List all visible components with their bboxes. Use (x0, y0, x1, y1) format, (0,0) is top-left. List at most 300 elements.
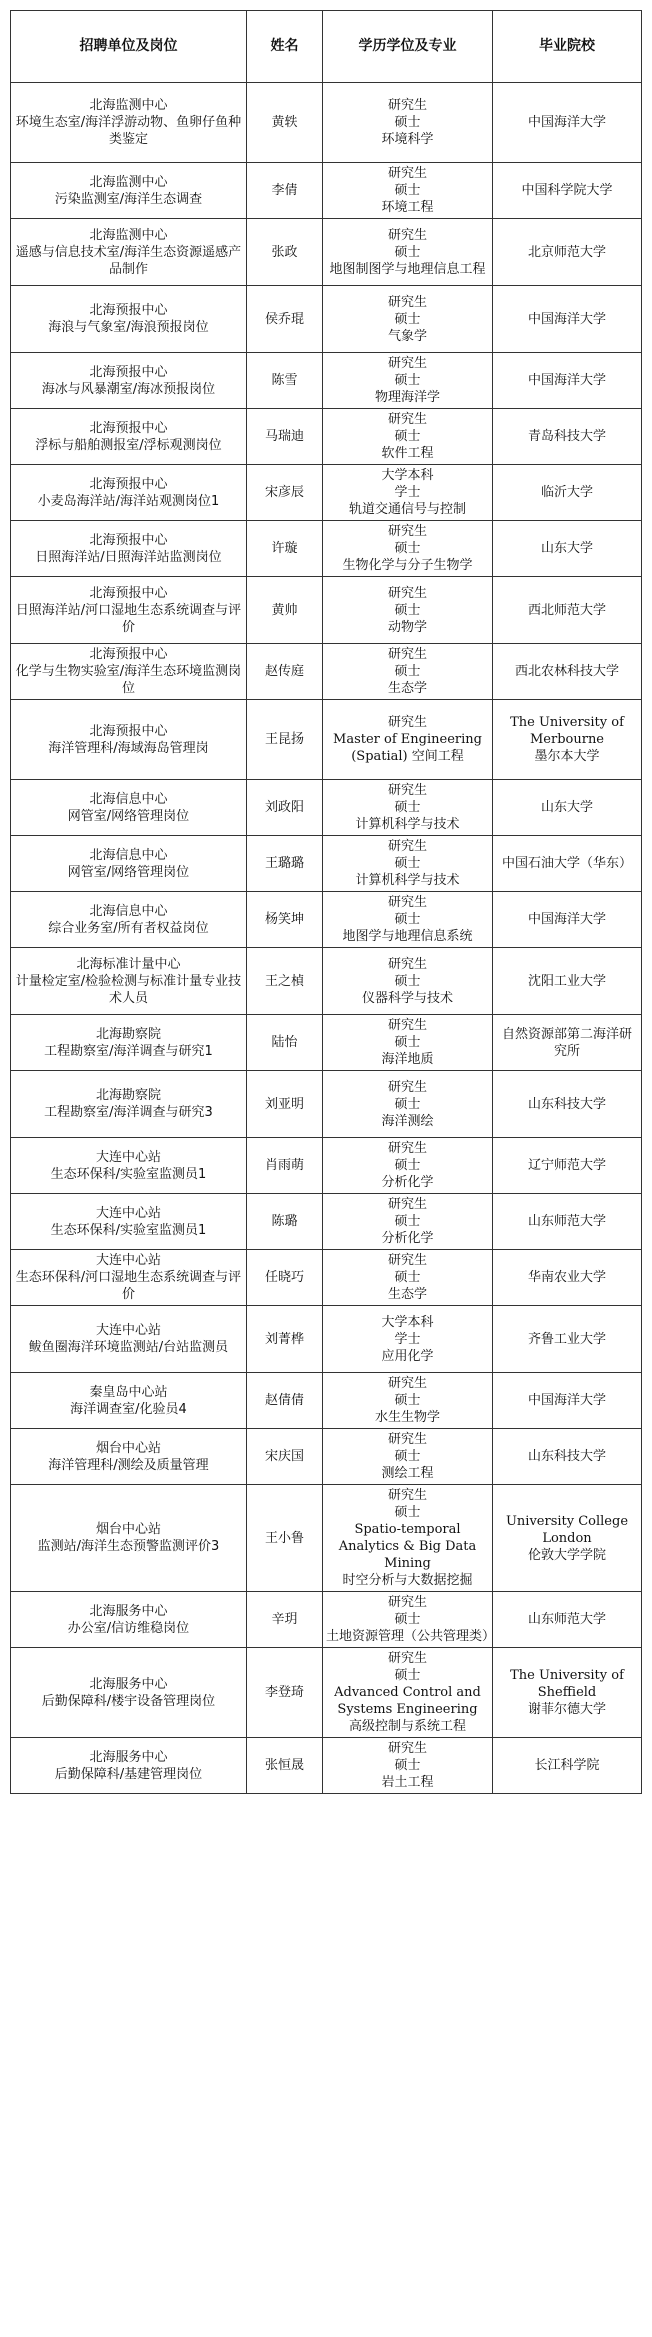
cell-unit (11, 892, 247, 948)
cell-school (493, 521, 642, 577)
table-row (11, 1015, 642, 1071)
cell-education-line: 硕士 (394, 1449, 421, 1464)
table-row (11, 521, 642, 577)
cell-school (493, 1485, 642, 1592)
cell-education-line: 测绘工程 (381, 1466, 434, 1481)
cell-education-line: Spatio-temporal Analytics & Big Data Mining (338, 1522, 477, 1571)
cell-unit-line: 烟台中心站 (95, 1440, 161, 1456)
cell-education-line: 软件工程 (381, 446, 434, 461)
table-row (11, 1250, 642, 1306)
cell-unit-line: 北海预报中心 (89, 585, 168, 601)
cell-name-line: 肖雨萌 (264, 1158, 304, 1173)
cell-school-line: 中国海洋大学 (527, 373, 606, 388)
cell-unit-line: 后勤保障科/楼宇设备管理岗位 (41, 1693, 216, 1709)
cell-education-line: 高级控制与系统工程 (348, 1719, 466, 1734)
cell-education (323, 836, 493, 892)
cell-name (247, 577, 323, 644)
cell-unit-line: 海冰与风暴潮室/海冰预报岗位 (41, 381, 216, 397)
cell-name (247, 465, 323, 521)
table-row (11, 1485, 642, 1592)
cell-name (247, 700, 323, 780)
cell-education-line: 研究生 (387, 1141, 427, 1156)
cell-education (323, 1250, 493, 1306)
cell-unit-line: 生态环保科/实验室监测员1 (50, 1222, 207, 1238)
cell-education (323, 892, 493, 948)
table-row (11, 1194, 642, 1250)
cell-unit-line: 北海信息中心 (89, 791, 168, 807)
cell-unit-line: 北海服务中心 (89, 1603, 168, 1619)
cell-unit (11, 948, 247, 1015)
cell-name (247, 1071, 323, 1138)
cell-unit-line: 浮标与船舶测报室/浮标观测岗位 (35, 437, 222, 453)
cell-education-line: 计算机科学与技术 (355, 873, 460, 888)
cell-school (493, 836, 642, 892)
cell-name-line: 刘菁桦 (264, 1331, 304, 1347)
cell-education-line: 硕士 (394, 1505, 421, 1520)
cell-name-line: 宋彦辰 (264, 485, 304, 500)
cell-name-line: 侯乔琨 (264, 311, 304, 327)
table-row (11, 1429, 642, 1485)
cell-school-line: University College London (505, 1513, 629, 1546)
cell-education-line: 应用化学 (381, 1348, 434, 1364)
cell-name-line: 张政 (271, 244, 298, 260)
cell-education-line: 地图制图学与地理信息工程 (329, 261, 486, 277)
cell-unit-line: 海浪与气象室/海浪预报岗位 (48, 320, 209, 335)
cell-school-line: 山东科技大学 (527, 1096, 606, 1112)
cell-name-line: 刘政阳 (264, 800, 304, 815)
cell-school-line: 墨尔本大学 (534, 749, 600, 764)
cell-education (323, 219, 493, 286)
table-row (11, 286, 642, 353)
cell-education-line: 大学本科 (381, 468, 434, 483)
cell-unit-line: 北海预报中心 (89, 476, 168, 492)
cell-education-line: 气象学 (387, 328, 427, 344)
cell-name-line: 陈璐 (271, 1214, 298, 1229)
cell-unit-line: 北海预报中心 (89, 532, 168, 548)
table-row (11, 948, 642, 1015)
cell-unit (11, 1592, 247, 1648)
cell-education (323, 1429, 493, 1485)
cell-name-line: 赵传庭 (264, 664, 304, 679)
cell-school (493, 1592, 642, 1648)
cell-school (493, 644, 642, 700)
cell-unit (11, 83, 247, 163)
table-row (11, 1648, 642, 1738)
cell-unit-line: 秦皇岛中心站 (89, 1384, 168, 1400)
cell-school-line: 临沂大学 (540, 485, 593, 500)
cell-education-line: 研究生 (387, 1432, 427, 1447)
cell-education-line: 硕士 (394, 1270, 421, 1285)
cell-unit (11, 353, 247, 409)
cell-unit-line: 北海勘察院 (95, 1026, 161, 1042)
cell-unit (11, 409, 247, 465)
cell-school-line: 西北农林科技大学 (514, 664, 619, 679)
table-row (11, 465, 642, 521)
cell-unit-line: 北海服务中心 (89, 1749, 168, 1765)
cell-education (323, 83, 493, 163)
cell-unit-line: 环境生态室/海洋浮游动物、鱼卵仔鱼种类鉴定 (15, 115, 242, 147)
cell-unit-line: 海洋管理科/海域海岛管理岗 (48, 740, 209, 756)
cell-name-line: 王璐璐 (264, 856, 304, 871)
cell-name (247, 353, 323, 409)
cell-school (493, 409, 642, 465)
cell-education (323, 286, 493, 353)
cell-school-line: 中国石油大学（华东） (501, 856, 632, 871)
cell-name-line: 宋庆国 (264, 1449, 304, 1464)
cell-name-line: 王昆扬 (264, 732, 304, 747)
cell-name (247, 892, 323, 948)
cell-education (323, 1194, 493, 1250)
cell-education-line: 研究生 (387, 895, 427, 910)
cell-unit-line: 工程勘察室/海洋调查与研究3 (44, 1105, 213, 1120)
table-row (11, 1138, 642, 1194)
cell-education-line: 硕士 (394, 244, 421, 260)
cell-education-line: 硕士 (394, 800, 421, 815)
cell-name (247, 1429, 323, 1485)
cell-education-line: 环境科学 (381, 132, 434, 147)
cell-education (323, 1485, 493, 1592)
cell-education-line: 研究生 (387, 524, 427, 539)
cell-education-line: 研究生 (387, 839, 427, 854)
cell-education-line: 生态学 (387, 681, 427, 696)
cell-name-line: 任晓巧 (264, 1270, 304, 1285)
header-school: 毕业院校 (493, 11, 642, 83)
cell-education-line: 时空分析与大数据挖掘 (342, 1573, 473, 1588)
table-row (11, 644, 642, 700)
cell-school-line: 长江科学院 (534, 1758, 600, 1773)
cell-name-line: 许璇 (271, 541, 298, 556)
cell-unit (11, 1250, 247, 1306)
cell-education-line: 分析化学 (381, 1231, 434, 1246)
table-row (11, 1071, 642, 1138)
cell-school (493, 1648, 642, 1738)
cell-name-line: 陆怡 (271, 1035, 298, 1050)
cell-education-line: 生态学 (387, 1287, 427, 1302)
cell-school-line: 中国海洋大学 (527, 311, 606, 327)
cell-education-line: 研究生 (387, 1253, 427, 1268)
cell-education-line: 研究生 (387, 294, 427, 310)
cell-school-line: 自然资源部第二海洋研究所 (501, 1026, 632, 1059)
cell-school-line: 齐鲁工业大学 (527, 1331, 606, 1347)
cell-education-line: 硕士 (394, 1214, 421, 1229)
cell-education-line: 硕士 (394, 1158, 421, 1173)
cell-unit (11, 1648, 247, 1738)
cell-name-line: 黄帅 (271, 602, 298, 618)
cell-education-line: 学士 (394, 485, 421, 500)
cell-education-line: 研究生 (387, 647, 427, 662)
cell-unit (11, 836, 247, 892)
cell-education-line: 水生生物学 (374, 1410, 440, 1425)
cell-education-line: 硕士 (394, 1668, 421, 1683)
cell-name (247, 83, 323, 163)
cell-education (323, 465, 493, 521)
cell-education-line: 研究生 (387, 1741, 427, 1756)
cell-education-line: 动物学 (387, 619, 427, 635)
cell-school-line: 山东师范大学 (527, 1214, 606, 1229)
cell-unit-line: 工程勘察室/海洋调查与研究1 (44, 1043, 213, 1059)
header-row (11, 11, 642, 83)
cell-unit-line: 遥感与信息技术室/海洋生态资源遥感产品制作 (15, 244, 242, 277)
cell-education (323, 1306, 493, 1373)
cell-school (493, 353, 642, 409)
cell-education-line: 硕士 (394, 1758, 421, 1773)
cell-education-line: 研究生 (387, 356, 427, 371)
cell-education-line: 硕士 (394, 373, 421, 388)
cell-school-line: 中国海洋大学 (527, 115, 606, 130)
cell-unit (11, 465, 247, 521)
cell-school (493, 219, 642, 286)
cell-unit-line: 北海信息中心 (89, 903, 168, 919)
cell-unit-line: 办公室/信访维稳岗位 (67, 1620, 190, 1636)
cell-unit-line: 鲅鱼圈海洋环境监测站/台站监测员 (28, 1340, 229, 1355)
cell-unit-line: 生态环保科/实验室监测员1 (50, 1166, 207, 1182)
cell-education-line: Master of Engineering (Spatial) 空间工程 (333, 732, 482, 764)
cell-education-line: 研究生 (387, 585, 427, 601)
cell-education-line: 硕士 (394, 429, 421, 444)
table-row (11, 577, 642, 644)
cell-school (493, 1429, 642, 1485)
cell-education-line: 硕士 (394, 115, 421, 130)
cell-name-line: 刘亚明 (264, 1096, 304, 1112)
cell-unit-line: 网管室/网络管理岗位 (67, 808, 190, 824)
cell-education-line: 研究生 (387, 956, 427, 972)
cell-education-line: 研究生 (387, 1376, 427, 1391)
cell-school (493, 1306, 642, 1373)
cell-name (247, 948, 323, 1015)
cell-unit (11, 1373, 247, 1429)
cell-school-line: 中国海洋大学 (527, 912, 606, 927)
cell-name-line: 赵倩倩 (264, 1393, 304, 1408)
table-row (11, 1373, 642, 1429)
cell-school-line: 中国科学院大学 (521, 183, 613, 198)
cell-name-line: 李登琦 (264, 1685, 304, 1700)
cell-school (493, 892, 642, 948)
cell-school (493, 465, 642, 521)
cell-education-line: 岩土工程 (381, 1775, 434, 1790)
cell-school-line: 沈阳工业大学 (527, 973, 606, 989)
cell-education-line: 研究生 (387, 98, 427, 113)
cell-name (247, 1306, 323, 1373)
cell-education (323, 780, 493, 836)
cell-unit (11, 1071, 247, 1138)
cell-school-line: The University of Sheffield (510, 1668, 624, 1700)
cell-school (493, 577, 642, 644)
cell-education-line: 大学本科 (381, 1314, 434, 1330)
cell-unit-line: 污染监测室/海洋生态调查 (54, 191, 203, 207)
cell-school-line: 山东科技大学 (527, 1449, 606, 1464)
cell-unit-line: 计量检定室/检验检测与标准计量专业技术人员 (15, 973, 242, 1006)
cell-name (247, 1373, 323, 1429)
table-row (11, 836, 642, 892)
header-unit: 招聘单位及岗位 (11, 11, 247, 83)
cell-school-line: 山东大学 (540, 800, 593, 815)
recruitment-table (10, 10, 642, 1794)
cell-unit-line: 北海预报中心 (89, 364, 168, 380)
cell-education-line: 土地资源管理（公共管理类） (326, 1629, 496, 1644)
cell-unit-line: 海洋管理科/测绘及质量管理 (48, 1457, 209, 1473)
cell-unit-line: 北海信息中心 (89, 847, 168, 863)
cell-school-line: 山东师范大学 (527, 1612, 606, 1627)
cell-unit-line: 大连中心站 (95, 1253, 161, 1268)
cell-education (323, 1071, 493, 1138)
cell-school (493, 1138, 642, 1194)
cell-name (247, 644, 323, 700)
cell-name (247, 409, 323, 465)
cell-school (493, 1250, 642, 1306)
cell-education-line: 物理海洋学 (374, 390, 440, 405)
cell-education-line: 海洋地质 (381, 1052, 434, 1067)
cell-name-line: 王之楨 (264, 973, 304, 989)
cell-school-line: 中国海洋大学 (527, 1393, 606, 1408)
table-row (11, 1738, 642, 1794)
cell-education-line: 硕士 (394, 541, 421, 556)
cell-school (493, 1015, 642, 1071)
cell-school-line: 山东大学 (540, 541, 593, 556)
cell-unit-line: 北海预报中心 (89, 647, 168, 662)
cell-unit-line: 生态环保科/河口湿地生态系统调查与评价 (15, 1270, 242, 1302)
cell-unit (11, 780, 247, 836)
table-body (11, 83, 642, 1794)
cell-education-line: 分析化学 (381, 1175, 434, 1190)
cell-unit (11, 644, 247, 700)
cell-education-line: 硕士 (394, 183, 421, 198)
table-row (11, 83, 642, 163)
cell-education (323, 1373, 493, 1429)
cell-education-line: 环境工程 (381, 200, 434, 215)
cell-name (247, 1138, 323, 1194)
cell-education (323, 1015, 493, 1071)
cell-unit (11, 163, 247, 219)
cell-education-line: 硕士 (394, 973, 421, 989)
cell-name (247, 1250, 323, 1306)
cell-unit-line: 北海监测中心 (89, 174, 168, 190)
cell-name-line: 黄轶 (271, 115, 298, 130)
cell-name (247, 163, 323, 219)
cell-school-line: 北京师范大学 (527, 244, 606, 260)
cell-education-line: 研究生 (387, 1488, 427, 1503)
cell-education (323, 644, 493, 700)
cell-unit-line: 北海标准计量中心 (76, 956, 181, 972)
cell-unit-line: 北海监测中心 (89, 98, 168, 113)
cell-education-line: 研究生 (387, 1079, 427, 1095)
cell-unit-line: 监测站/海洋生态预警监测评价3 (37, 1539, 220, 1554)
cell-unit-line: 烟台中心站 (95, 1522, 161, 1537)
cell-unit-line: 网管室/网络管理岗位 (67, 864, 190, 880)
cell-name (247, 780, 323, 836)
cell-school-line: 伦敦大学学院 (527, 1547, 606, 1563)
cell-education (323, 577, 493, 644)
table-row (11, 892, 642, 948)
cell-unit-line: 北海监测中心 (89, 227, 168, 243)
cell-unit (11, 286, 247, 353)
cell-school (493, 1194, 642, 1250)
cell-name (247, 1485, 323, 1592)
cell-unit-line: 化学与生物实验室/海洋生态环境监测岗位 (15, 664, 242, 696)
cell-school (493, 1373, 642, 1429)
cell-unit (11, 1015, 247, 1071)
cell-education (323, 1592, 496, 1648)
cell-education-line: 硕士 (394, 602, 421, 618)
cell-unit-line: 大连中心站 (95, 1205, 161, 1221)
table-row (11, 1306, 642, 1373)
cell-education (323, 353, 493, 409)
cell-unit-line: 综合业务室/所有者权益岗位 (48, 920, 209, 936)
cell-school-line: The University of Merbourne (510, 715, 624, 747)
cell-name-line: 杨笑坤 (264, 912, 304, 927)
cell-name (247, 219, 323, 286)
table-row (11, 700, 642, 780)
cell-name-line: 李倩 (271, 183, 298, 198)
cell-school (493, 286, 642, 353)
cell-unit (11, 1485, 247, 1592)
cell-unit (11, 1194, 247, 1250)
cell-education-line: 硕士 (394, 1096, 421, 1112)
cell-education-line: 研究生 (387, 227, 427, 243)
cell-unit (11, 1138, 247, 1194)
cell-name-line: 辛玥 (271, 1612, 298, 1627)
cell-education-line: 硕士 (394, 1393, 421, 1408)
cell-school-line: 西北师范大学 (527, 602, 606, 618)
cell-education-line: 硕士 (394, 664, 421, 679)
cell-education-line: Advanced Control and Systems Engineering (334, 1685, 481, 1717)
cell-education-line: 计算机科学与技术 (355, 817, 460, 832)
cell-education (323, 163, 493, 219)
cell-name (247, 1194, 323, 1250)
cell-unit (11, 219, 247, 286)
cell-name-line: 王小鲁 (264, 1530, 304, 1546)
cell-education-line: 硕士 (394, 1612, 421, 1627)
header-name: 姓名 (247, 11, 323, 83)
cell-education (323, 521, 493, 577)
cell-unit-line: 日照海洋站/日照海洋站监测岗位 (35, 549, 222, 565)
cell-education-line: 研究生 (387, 1651, 427, 1666)
cell-school-line: 华南农业大学 (527, 1270, 606, 1285)
cell-school-line: 谢菲尔德大学 (527, 1702, 606, 1717)
cell-education (323, 948, 493, 1015)
cell-unit-line: 大连中心站 (95, 1149, 161, 1165)
cell-education-line: 仪器科学与技术 (361, 990, 453, 1006)
header-education: 学历学位及专业 (323, 11, 493, 83)
cell-unit-line: 北海服务中心 (89, 1676, 168, 1692)
cell-unit-line: 小麦岛海洋站/海洋站观测岗位1 (37, 493, 220, 509)
cell-education-line: 硕士 (394, 1035, 421, 1050)
cell-education-line: 研究生 (387, 715, 427, 730)
cell-unit (11, 1306, 247, 1373)
cell-education-line: 研究生 (387, 412, 427, 427)
cell-name (247, 836, 323, 892)
cell-unit-line: 海洋调查室/化验员4 (70, 1401, 187, 1417)
cell-education-line: 轨道交通信号与控制 (348, 502, 466, 517)
cell-unit-line: 北海预报中心 (89, 303, 168, 318)
cell-education-line: 生物化学与分子生物学 (342, 558, 473, 573)
cell-education-line: 学士 (394, 1331, 421, 1347)
cell-education-line: 硕士 (394, 311, 421, 327)
cell-name (247, 1592, 323, 1648)
cell-school-line: 辽宁师范大学 (527, 1158, 606, 1173)
cell-school (493, 700, 642, 780)
table-row (11, 219, 642, 286)
cell-education (323, 700, 493, 780)
cell-unit (11, 1738, 247, 1794)
cell-unit-line: 北海预报中心 (89, 723, 168, 739)
cell-education-line: 研究生 (387, 1197, 427, 1212)
table-row (11, 409, 642, 465)
table-row (11, 163, 642, 219)
cell-education (323, 1138, 493, 1194)
cell-unit-line: 北海勘察院 (95, 1088, 161, 1103)
cell-education (323, 409, 493, 465)
cell-name (247, 286, 323, 353)
